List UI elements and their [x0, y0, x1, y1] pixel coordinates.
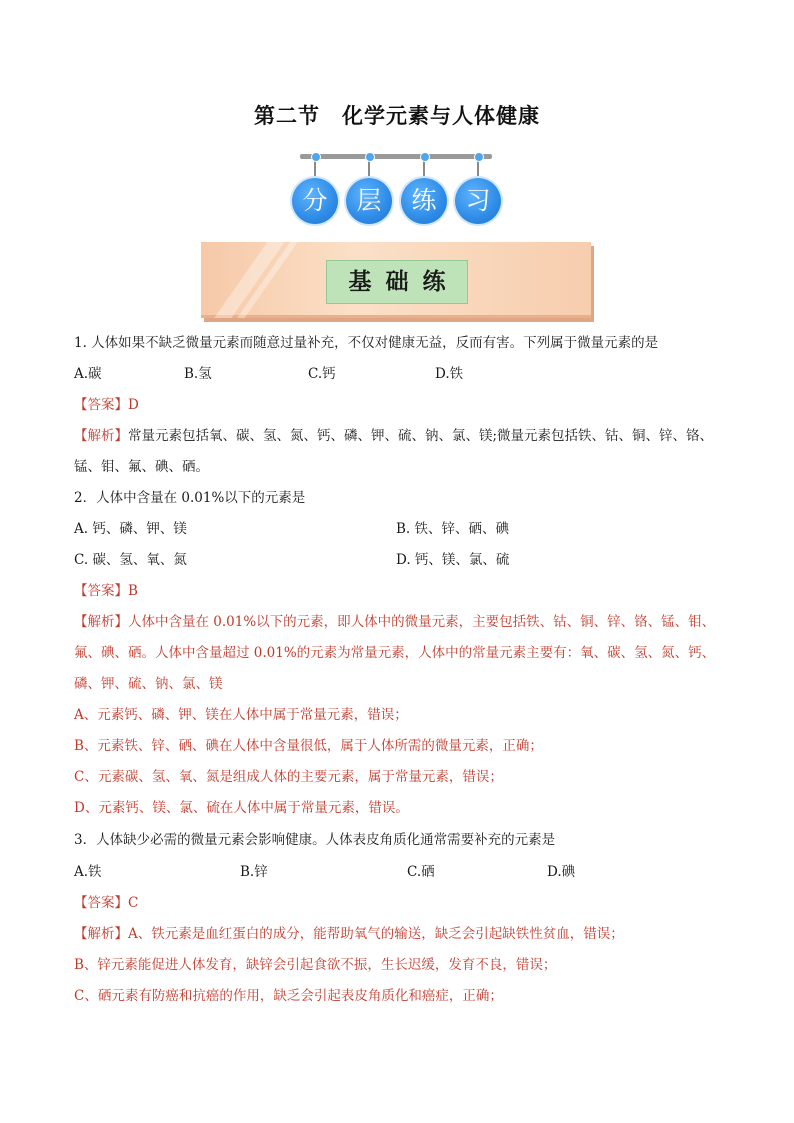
- answer-line: [74, 893, 138, 913]
- analysis-line: [74, 924, 624, 944]
- analysis-line: [74, 612, 715, 632]
- banner-label: 基础练: [348, 269, 460, 295]
- analysis-point: B、锌元素能促进人体发育，缺锌会引起食欲不振，生长迟缓，发育不良，错误；: [74, 957, 557, 973]
- question-option: D.铁: [435, 366, 464, 382]
- question-option: C.钙: [308, 366, 336, 382]
- question-option: A.碳: [74, 366, 102, 382]
- badge-hook: [314, 156, 316, 180]
- question-option: A. 钙、磷、钾、镁: [74, 521, 187, 537]
- analysis-tag: 【解析】: [74, 614, 128, 630]
- question-option: D. 钙、镁、氯、硫: [396, 552, 510, 568]
- analysis-tag: 【解析】: [74, 428, 128, 444]
- analysis-point: A、元素钙、磷、钾、镁在人体中属于常量元素，错误；: [74, 707, 408, 723]
- question-option: A.铁: [74, 864, 102, 880]
- answer-value: D: [128, 397, 139, 413]
- question-option: C. 碳、氢、氧、氮: [74, 552, 187, 568]
- question-stem: 1. 人体如果不缺乏微量元素而随意过量补充，不仅对健康无益，反而有害。下列属于微量元素的是: [74, 335, 659, 351]
- answer-tag: 【答案】: [74, 397, 128, 413]
- analysis-line: [74, 426, 713, 446]
- answer-line: [74, 581, 138, 601]
- answer-value: C: [128, 895, 139, 911]
- analysis-point: B、元素铁、锌、硒、碘在人体中含量很低，属于人体所需的微量元素，正确；: [74, 738, 543, 754]
- question-option: C.硒: [407, 864, 435, 880]
- analysis-point: C、硒元素有防癌和抗癌的作用，缺乏会引起表皮角质化和癌症，正确；: [74, 988, 503, 1004]
- question-stem: 2．人体中含量在 0.01%以下的元素是: [74, 490, 306, 506]
- analysis-text: 常量元素包括氧、碳、氢、氮、钙、磷、钾、硫、钠、氯、镁;微量元素包括铁、钴、铜、锌、铬、: [128, 428, 714, 444]
- badge-char: 分: [292, 178, 338, 224]
- section-banner: [201, 242, 591, 318]
- question-option: B.氢: [184, 366, 212, 382]
- badge-rail: [300, 154, 492, 159]
- analysis-point: D、元素钙、镁、氯、硫在人体中属于常量元素，错误。: [74, 800, 409, 816]
- answer-line: [74, 395, 139, 415]
- badge-hook: [368, 156, 370, 180]
- badge-char: 练: [401, 178, 447, 224]
- analysis-text: 氟、碘、硒。人体中含量超过 0.01%的元素为常量元素，人体中的常量元素主要有：氧、碳、氢、氮、钙、: [74, 645, 716, 661]
- badge-hook: [423, 156, 425, 180]
- analysis-text: 锰、钼、氟、碘、硒。: [74, 459, 209, 475]
- analysis-tag: 【解析】: [74, 926, 128, 942]
- question-stem: 3．人体缺少必需的微量元素会影响健康。人体表皮角质化通常需要补充的元素是: [74, 832, 556, 848]
- question-option: D.碘: [547, 864, 576, 880]
- analysis-text: 磷、钾、硫、钠、氯、镁: [74, 676, 223, 692]
- analysis-text: A、铁元素是血红蛋白的成分，能帮助氧气的输送，缺乏会引起缺铁性贫血，错误；: [128, 926, 624, 942]
- analysis-text: 人体中含量在 0.01%以下的元素，即人体中的微量元素，主要包括铁、钴、铜、锌、铬、锰、钼、: [128, 614, 716, 630]
- question-option: B.锌: [240, 864, 268, 880]
- page-title: 第二节 化学元素与人体健康: [254, 104, 540, 128]
- badge-char: 习: [455, 178, 501, 224]
- banner-label-box: [326, 260, 468, 304]
- question-option: B. 铁、锌、硒、碘: [396, 521, 510, 537]
- analysis-point: C、元素碳、氢、氧、氮是组成人体的主要元素，属于常量元素，错误；: [74, 769, 503, 785]
- answer-value: B: [128, 583, 138, 599]
- answer-tag: 【答案】: [74, 895, 128, 911]
- badge-char: 层: [346, 178, 392, 224]
- answer-tag: 【答案】: [74, 583, 128, 599]
- badge-hook: [477, 156, 479, 180]
